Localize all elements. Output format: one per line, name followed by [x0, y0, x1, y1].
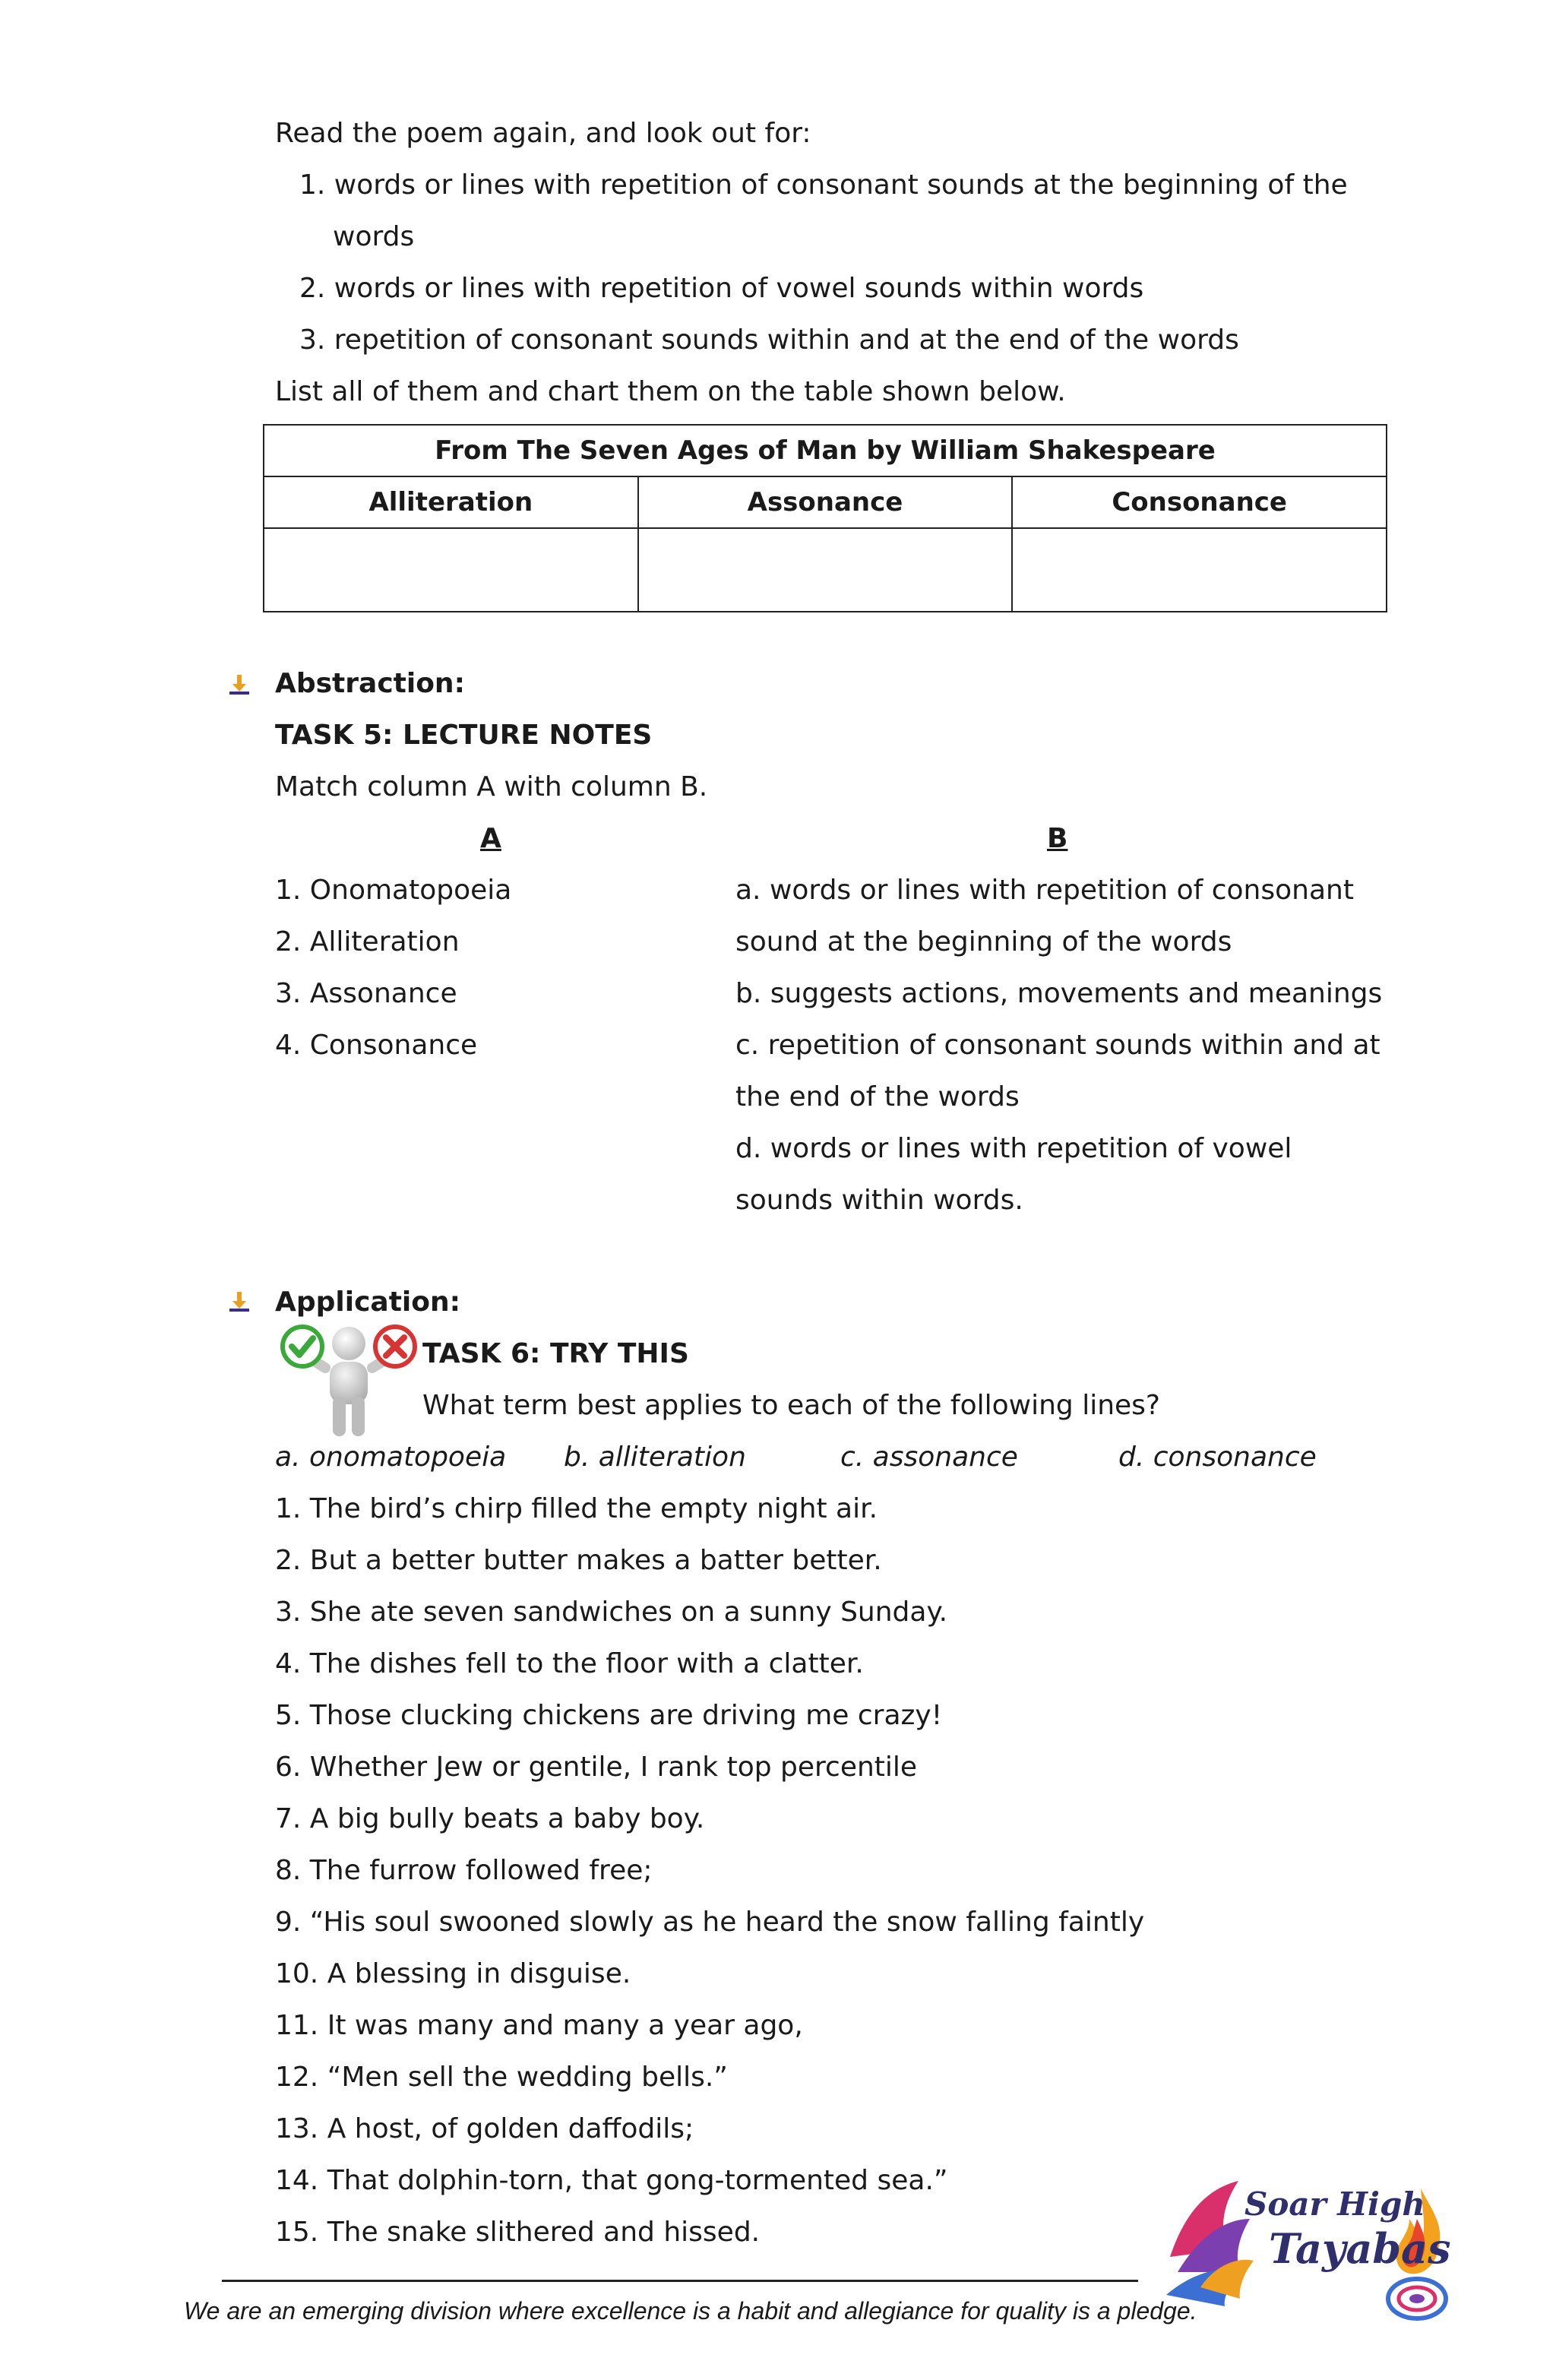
logo-text-soar-high: Soar High — [1244, 2185, 1425, 2223]
intro-item-1-cont: words — [333, 221, 415, 252]
column-a-item: 3. Assonance — [275, 978, 457, 1009]
application-task-title: TASK 6: TRY THIS — [422, 1338, 689, 1369]
exercise-item: 15. The snake slithered and hissed. — [275, 2217, 761, 2248]
column-b-item: c. repetition of consonant sounds within and at — [735, 1030, 1380, 1061]
exercise-item: 14. That dolphin-torn, that gong-tormented sea.” — [275, 2165, 948, 2196]
logo-text-tayabas: Tayabas — [1269, 2224, 1451, 2273]
exercise-item: 13. A host, of golden daffodils; — [275, 2113, 694, 2144]
exercise-item: 7. A big bully beats a baby boy. — [275, 1803, 705, 1834]
choice-b: b. alliteration — [564, 1442, 746, 1473]
column-a-label: A — [480, 823, 501, 854]
column-b-item: the end of the words — [735, 1081, 1020, 1112]
exercise-item: 10. A blessing in disguise. — [275, 1958, 631, 1989]
footer-motto: We are an emerging division where excellence is a habit and allegiance for quality is a pledge. — [184, 2297, 1197, 2325]
choice-d: d. consonance — [1118, 1442, 1317, 1473]
intro-lead: Read the poem again, and look out for: — [275, 118, 811, 149]
choice-a: a. onomatopoeia — [275, 1442, 507, 1473]
table-cell-assonance[interactable] — [638, 528, 1013, 612]
footer-divider — [222, 2280, 1138, 2282]
application-instruction: What term best applies to each of the following lines? — [422, 1390, 1161, 1421]
intro-closing: List all of them and chart them on the table shown below. — [275, 376, 1066, 407]
table-header-alliteration: Alliteration — [264, 476, 638, 528]
abstraction-heading: Abstraction: — [275, 668, 465, 699]
column-b-item: a. words or lines with repetition of consonant — [735, 875, 1354, 906]
application-heading: Application: — [275, 1287, 461, 1318]
arrow-bullet-icon — [228, 673, 251, 696]
exercise-item: 11. It was many and many a year ago, — [275, 2010, 803, 2041]
exercise-item: 3. She ate seven sandwiches on a sunny Sunday. — [275, 1597, 948, 1628]
intro-item-3: 3. repetition of consonant sounds within and at the end of the words — [299, 324, 1239, 356]
abstraction-task-title: TASK 5: LECTURE NOTES — [275, 720, 653, 751]
column-a-item: 2. Alliteration — [275, 926, 460, 957]
table-title: From The Seven Ages of Man by William Shakespeare — [264, 425, 1387, 476]
table-cell-alliteration[interactable] — [264, 528, 638, 612]
column-b-item: d. words or lines with repetition of vowel — [735, 1133, 1292, 1164]
abstraction-instruction: Match column A with column B. — [275, 771, 708, 802]
figures-of-speech-table — [263, 424, 1387, 612]
intro-item-2: 2. words or lines with repetition of vowel sounds within words — [299, 273, 1144, 304]
exercise-item: 2. But a better butter makes a batter better. — [275, 1545, 882, 1576]
exercise-item: 9. “His soul swooned slowly as he heard the snow falling faintly — [275, 1907, 1145, 1938]
exercise-item: 4. The dishes fell to the floor with a clatter. — [275, 1648, 864, 1679]
exercise-item: 1. The bird’s chirp filled the empty night air. — [275, 1493, 878, 1524]
soar-high-tayabas-logo — [1155, 2166, 1459, 2333]
table-header-consonance: Consonance — [1012, 476, 1387, 528]
table-header-assonance: Assonance — [638, 476, 1013, 528]
column-b-item: sounds within words. — [735, 1185, 1023, 1216]
figure-check-cross-icon — [278, 1321, 419, 1442]
arrow-bullet-icon — [228, 1290, 251, 1313]
column-a-item: 4. Consonance — [275, 1030, 478, 1061]
table-cell-consonance[interactable] — [1012, 528, 1387, 612]
exercise-item: 6. Whether Jew or gentile, I rank top percentile — [275, 1752, 918, 1783]
column-b-item: b. suggests actions, movements and meanings — [735, 978, 1383, 1009]
exercise-item: 12. “Men sell the wedding bells.” — [275, 2062, 728, 2093]
exercise-item: 8. The furrow followed free; — [275, 1855, 653, 1886]
column-b-item: sound at the beginning of the words — [735, 926, 1232, 957]
column-b-label: B — [1047, 823, 1068, 854]
intro-item-1: 1. words or lines with repetition of consonant sounds at the beginning of the — [299, 169, 1348, 201]
exercise-item: 5. Those clucking chickens are driving me crazy! — [275, 1700, 943, 1731]
choice-c: c. assonance — [840, 1442, 1018, 1473]
column-a-item: 1. Onomatopoeia — [275, 875, 512, 906]
